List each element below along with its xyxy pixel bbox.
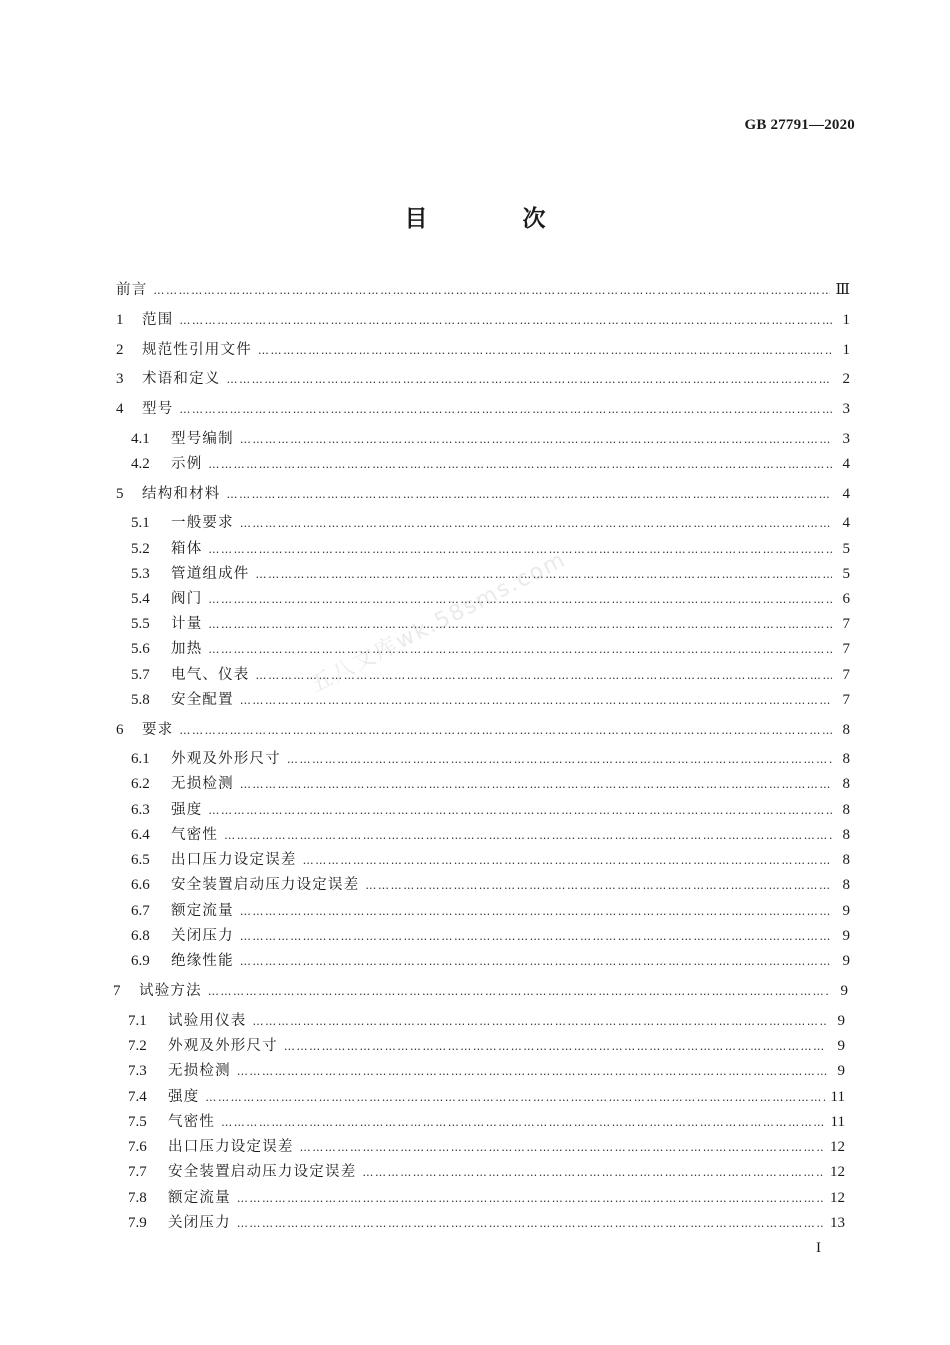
page-folio: I (816, 1240, 821, 1256)
toc-entry[interactable] (131, 638, 850, 660)
toc-entry[interactable] (116, 368, 850, 390)
toc-entry[interactable] (116, 483, 850, 505)
toc-entry-title: 外观及外形尺寸 (168, 1038, 278, 1054)
toc-entry-title: 规范性引用文件 (142, 342, 252, 358)
toc-entry-page: 13 (830, 1215, 845, 1231)
standard-number: GB 27791—2020 (744, 117, 855, 133)
toc-entry[interactable] (131, 453, 850, 475)
toc-leader-dots (303, 850, 832, 872)
toc-entry-number: 6 (116, 722, 124, 738)
toc-entry-page: 12 (830, 1190, 845, 1206)
toc-leader-dots (240, 901, 832, 923)
toc-entry-number: 7.1 (128, 1013, 147, 1029)
toc-entry-number: 7.9 (128, 1215, 147, 1231)
toc-entry-title: 安全装置启动压力设定误差 (171, 877, 360, 893)
toc-leader-dots (208, 981, 830, 1003)
toc-entry-page: 11 (830, 1114, 845, 1130)
toc-entry[interactable] (116, 309, 850, 331)
toc-entry-page: 8 (842, 751, 850, 767)
toc-entry-number: 7.8 (128, 1190, 147, 1206)
toc-leader-dots (240, 951, 832, 973)
toc-entry[interactable] (128, 1086, 845, 1108)
toc-entry-title: 术语和定义 (142, 371, 221, 387)
toc-entry-page: 7 (842, 692, 850, 708)
toc-entry-page: 7 (842, 641, 850, 657)
toc-entry-number: 6.5 (131, 852, 150, 868)
toc-entry[interactable] (128, 1111, 845, 1133)
toc-entry-page: 1 (842, 312, 850, 328)
toc-entry-number: 5.3 (131, 566, 150, 582)
toc-entry-title: 强度 (168, 1089, 200, 1105)
toc-entry-number: 4.2 (131, 456, 150, 472)
toc-entry-title: 关闭压力 (171, 928, 234, 944)
toc-entry-title: 无损检测 (168, 1063, 231, 1079)
toc-entry[interactable] (116, 719, 850, 741)
toc-entry-title: 范围 (142, 312, 174, 328)
toc-entry-page: 3 (842, 401, 850, 417)
toc-entry-title: 安全配置 (171, 692, 234, 708)
toc-entry[interactable] (131, 613, 850, 635)
toc-entry[interactable] (128, 1035, 845, 1057)
toc-entry[interactable] (131, 824, 850, 846)
toc-entry[interactable] (128, 1010, 845, 1032)
toc-leader-dots (240, 429, 832, 451)
toc-entry-number: 1 (116, 312, 124, 328)
toc-entry-title: 电气、仪表 (171, 667, 250, 683)
toc-entry[interactable] (131, 664, 850, 686)
toc-entry-page: 8 (842, 877, 850, 893)
toc-leader-dots (284, 1036, 827, 1058)
toc-entry-title: 绝缘性能 (171, 953, 234, 969)
toc-entry-page: 12 (830, 1164, 845, 1180)
toc-entry-page: 7 (842, 616, 850, 632)
toc-leader-dots (240, 926, 832, 948)
toc-entry-number: 4.1 (131, 431, 150, 447)
toc-leader-dots (205, 1087, 824, 1109)
toc-entry[interactable] (116, 339, 850, 361)
toc-entry[interactable] (128, 1136, 845, 1158)
toc-entry-number: 2 (116, 342, 124, 358)
toc-entry-number: 7.7 (128, 1164, 147, 1180)
toc-leader-dots (362, 1162, 824, 1184)
toc-entry-number: 5.8 (131, 692, 150, 708)
toc-leader-dots (258, 340, 832, 362)
toc-entry-page: Ⅲ (835, 282, 850, 298)
toc-entry[interactable] (128, 1187, 845, 1209)
toc-entry-title: 加热 (171, 641, 203, 657)
toc-leader-dots (237, 1213, 824, 1235)
toc-entry-title: 强度 (171, 802, 203, 818)
watermark: 五八文库wk.58sms.com (306, 546, 571, 699)
toc-entry-number: 6.1 (131, 751, 150, 767)
toc-entry[interactable] (131, 849, 850, 871)
toc-entry-title: 额定流量 (171, 903, 234, 919)
toc-entry[interactable] (131, 900, 850, 922)
toc-entry-page: 5 (842, 541, 850, 557)
toc-leader-dots (240, 513, 832, 535)
toc-entry-number: 5.6 (131, 641, 150, 657)
toc-entry-page: 8 (842, 852, 850, 868)
toc-entry-title: 阀门 (171, 591, 203, 607)
toc-entry-title: 外观及外形尺寸 (171, 751, 281, 767)
toc-entry-number: 6.4 (131, 827, 150, 843)
toc-entry-page: 9 (837, 1013, 845, 1029)
toc-entry-number: 7 (113, 983, 121, 999)
toc-entry-title: 前言 (116, 282, 148, 298)
toc-entry-number: 4 (116, 401, 124, 417)
toc-entry-page: 9 (837, 1063, 845, 1079)
toc-entry-page: 4 (842, 515, 850, 531)
toc-entry-page: 9 (842, 903, 850, 919)
toc-entry-page: 9 (842, 953, 850, 969)
toc-entry-title: 型号编制 (171, 431, 234, 447)
toc-entry-page: 12 (830, 1139, 845, 1155)
toc-entry-page: 4 (842, 486, 850, 502)
toc-entry-number: 7.2 (128, 1038, 147, 1054)
toc-entry-number: 6.9 (131, 953, 150, 969)
toc-entry-title: 计量 (171, 616, 203, 632)
toc-entry-page: 7 (842, 667, 850, 683)
toc-leader-dots (227, 369, 833, 391)
toc-entry[interactable] (116, 398, 850, 420)
toc-entry-page: 5 (842, 566, 850, 582)
toc-entry-page: 11 (830, 1089, 845, 1105)
toc-entry-title: 气密性 (171, 827, 219, 843)
toc-entry[interactable] (131, 773, 850, 795)
toc-entry-number: 7.4 (128, 1089, 147, 1105)
toc-leader-dots (365, 875, 832, 897)
toc-entry-number: 5.4 (131, 591, 150, 607)
toc-leader-dots (179, 310, 832, 332)
toc-entry[interactable] (131, 512, 850, 534)
toc-leader-dots (240, 774, 832, 796)
toc-entry-title: 试验用仪表 (168, 1013, 247, 1029)
toc-entry-title: 试验方法 (139, 983, 202, 999)
toc-entry-page: 4 (842, 456, 850, 472)
toc-entry-page: 8 (842, 802, 850, 818)
toc-entry[interactable] (113, 980, 848, 1002)
toc-leader-dots (208, 454, 832, 476)
toc-entry-number: 6.2 (131, 776, 150, 792)
toc-entry-title: 结构和材料 (142, 486, 221, 502)
page-title: 目 次 (404, 206, 582, 232)
toc-entry[interactable] (116, 279, 850, 301)
toc-entry-page: 9 (837, 1038, 845, 1054)
toc-entry-title: 要求 (142, 722, 174, 738)
toc-leader-dots (208, 614, 832, 636)
toc-leader-dots (300, 1137, 824, 1159)
toc-entry-page: 9 (840, 983, 848, 999)
toc-entry-title: 型号 (142, 401, 174, 417)
toc-entry[interactable] (128, 1161, 845, 1183)
toc-entry-page: 8 (842, 827, 850, 843)
toc-entry-number: 5.2 (131, 541, 150, 557)
toc-entry-number: 7.6 (128, 1139, 147, 1155)
toc-leader-dots (153, 280, 829, 302)
toc-leader-dots (208, 639, 832, 661)
toc-entry[interactable] (128, 1060, 845, 1082)
toc-leader-dots (253, 1011, 828, 1033)
toc-entry-page: 8 (842, 776, 850, 792)
toc-entry[interactable] (131, 538, 850, 560)
toc-entry-number: 5.5 (131, 616, 150, 632)
toc-entry[interactable] (131, 748, 850, 770)
toc-entry-title: 额定流量 (168, 1190, 231, 1206)
toc-entry[interactable] (131, 950, 850, 972)
toc-leader-dots (208, 800, 832, 822)
toc-leader-dots (208, 539, 832, 561)
toc-entry-page: 8 (842, 722, 850, 738)
toc-entry-number: 6.8 (131, 928, 150, 944)
toc-leader-dots (237, 1061, 827, 1083)
toc-entry-title: 出口压力设定误差 (171, 852, 297, 868)
toc-entry-number: 5.7 (131, 667, 150, 683)
toc-entry-page: 9 (842, 928, 850, 944)
toc-leader-dots (227, 484, 833, 506)
toc-entry-title: 管道组成件 (171, 566, 250, 582)
toc-entry[interactable] (131, 689, 850, 711)
toc-entry-number: 6.3 (131, 802, 150, 818)
toc-leader-dots (224, 825, 832, 847)
toc-entry-number: 6.7 (131, 903, 150, 919)
toc-entry-page: 2 (842, 371, 850, 387)
toc-entry[interactable] (131, 925, 850, 947)
toc-entry-title: 关闭压力 (168, 1215, 231, 1231)
toc-entry[interactable] (131, 428, 850, 450)
toc-entry-title: 气密性 (168, 1114, 216, 1130)
toc-entry-number: 5.1 (131, 515, 150, 531)
toc-entry-number: 5 (116, 486, 124, 502)
toc-entry-title: 无损检测 (171, 776, 234, 792)
toc-leader-dots (287, 749, 832, 771)
toc-entry-title: 出口压力设定误差 (168, 1139, 294, 1155)
toc-leader-dots (221, 1112, 824, 1134)
toc-entry-page: 1 (842, 342, 850, 358)
toc-leader-dots (179, 720, 832, 742)
toc-entry-title: 箱体 (171, 541, 203, 557)
toc-leader-dots (179, 399, 832, 421)
toc-entry[interactable] (131, 799, 850, 821)
toc-entry[interactable] (131, 874, 850, 896)
toc-entry-page: 6 (842, 591, 850, 607)
toc-entry-title: 安全装置启动压力设定误差 (168, 1164, 357, 1180)
toc-entry-number: 6.6 (131, 877, 150, 893)
toc-entry-number: 7.5 (128, 1114, 147, 1130)
toc-entry[interactable] (128, 1212, 845, 1234)
toc-leader-dots (237, 1188, 824, 1210)
toc-entry-number: 7.3 (128, 1063, 147, 1079)
toc-entry-page: 3 (842, 431, 850, 447)
toc-entry-title: 一般要求 (171, 515, 234, 531)
toc-entry-title: 示例 (171, 456, 203, 472)
toc-entry-number: 3 (116, 371, 124, 387)
